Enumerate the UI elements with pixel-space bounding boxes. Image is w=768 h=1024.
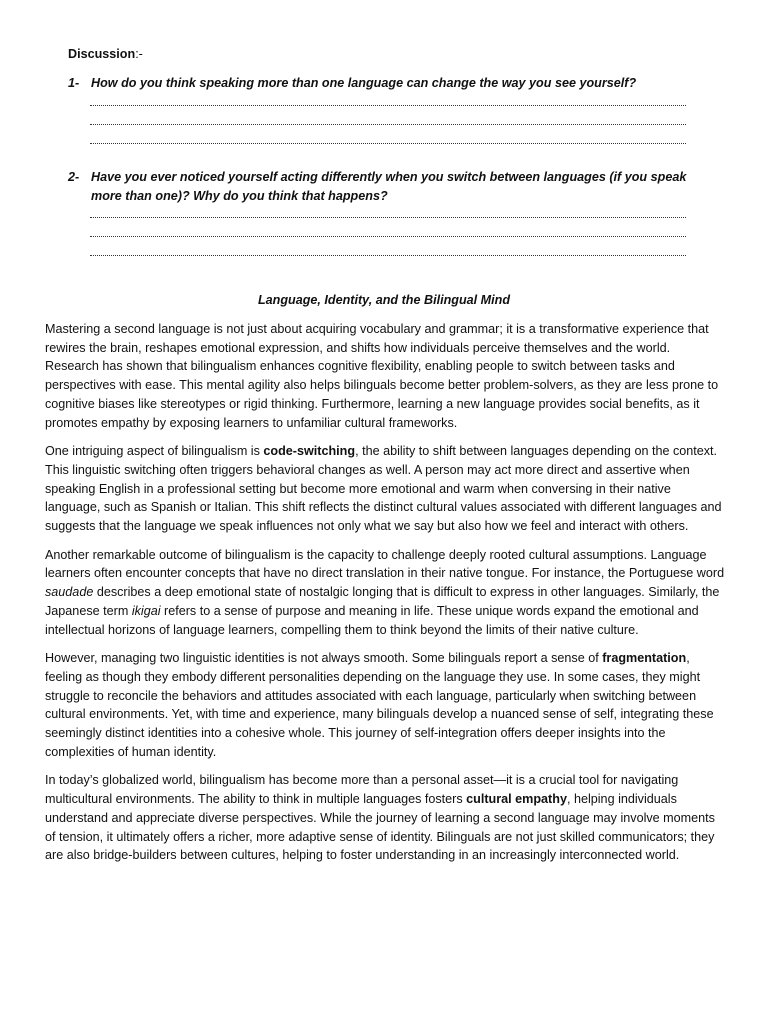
term-cultural-empathy: cultural empathy (466, 792, 567, 807)
discussion-suffix: :- (135, 47, 143, 61)
paragraph-2 (45, 442, 725, 536)
question-2-text: Have you ever noticed yourself acting differently when you switch between languages (if you speak more than one)? Why do you think that happens? (91, 170, 687, 203)
question-2-number: 2- (68, 170, 80, 184)
question-2 (68, 168, 718, 205)
paragraph-text: refers to a sense of purpose and meaning in life. These unique words expand the emotional and intellectual horizons of language learners, compelling them to think beyond the limits of their native culture. (45, 603, 699, 637)
question-1 (68, 74, 718, 93)
answer-line (90, 142, 686, 144)
question-1-text: How do you think speaking more than one language can change the way you see yourself? (91, 76, 637, 90)
paragraph-3 (45, 546, 725, 640)
paragraph-text: One intriguing aspect of bilingualism is (45, 444, 264, 459)
term-saudade: saudade (45, 585, 94, 600)
answer-line (90, 104, 686, 106)
paragraph-text: Another remarkable outcome of bilingualism is the capacity to challenge deeply rooted cultural assumptions. Language learners often encounter concepts that have no direct translation in their native tongue. For instance, the Portuguese word (45, 547, 725, 581)
term-fragmentation: fragmentation (602, 651, 687, 666)
paragraph-text: , helping individuals understand and appreciate diverse perspectives. While the journey of learning a second language may involve moments of tension, it ultimately offers a richer, more adaptive sense of identity. Bilinguals are not just skilled communicators; they are also bridge-builders between cultures, helping to foster understanding in an increasingly interconnected world. (45, 792, 715, 863)
paragraph-text: , the ability to shift between languages depending on the context. This linguistic switching often triggers behavioral changes as well. A person may act more direct and assertive when speaking English in a professional setting but become more emotional and warm when conversing in their native language, such as Spanish or Italian. This shift reflects the distinct cultural values associated with different languages and suggests that the language we speak influences not only what we say but also how we feel and interact with others. (45, 444, 722, 534)
answer-line (90, 254, 686, 256)
paragraph-1: Mastering a second language is not just about acquiring vocabulary and grammar; it is a transformative experience that rewires the brain, reshapes emotional expression, and shifts how individuals perceive themselves and the world. Research has shown that bilingualism enhances cognitive flexibility, enabling people to switch between tasks and perspectives with ease. This mental agility also helps bilinguals become better problem-solvers, as they are less prone to cognitive biases like stereotypes or rigid thinking. Furthermore, learning a new language provides social benefits, as it promotes empathy by exposing learners to unfamiliar cultural frameworks. (45, 322, 719, 430)
answer-line (90, 123, 686, 125)
paragraph-text: However, managing two linguistic identities is not always smooth. Some bilinguals report a sense of (45, 651, 603, 666)
discussion-label: Discussion (68, 47, 136, 61)
discussion-heading (68, 45, 143, 64)
paragraph-text: In today’s globalized world, bilingualism has become more than a personal asset—it is a crucial tool for navigating multicultural environments. The ability to think in multiple languages fosters (45, 773, 679, 807)
term-code-switching: code-switching (263, 444, 356, 459)
answer-line (90, 216, 686, 218)
paragraph-text: describes a deep emotional state of nostalgic longing that is difficult to express in other languages. Similarly, the Japanese term (45, 585, 720, 618)
paragraph-4 (45, 649, 725, 761)
paragraph-text: , feeling as though they embody different personalities depending on the language they use. In some cases, they might struggle to reconcile the behaviors and attitudes associated with each language, particularly when switching between cultural environments. Yet, with time and experience, many bilinguals develop a nuanced sense of self, integrating these seemingly distinct identities into a cohesive whole. This journey of self-integration offers deeper insights into the complexities of human identity. (45, 651, 714, 759)
term-ikigai: ikigai (131, 603, 161, 618)
article-title: Language, Identity, and the Bilingual Mind (257, 293, 511, 307)
question-1-number: 1- (68, 76, 80, 90)
article-body (45, 320, 725, 875)
paragraph-5 (45, 771, 725, 865)
answer-line (90, 235, 686, 237)
